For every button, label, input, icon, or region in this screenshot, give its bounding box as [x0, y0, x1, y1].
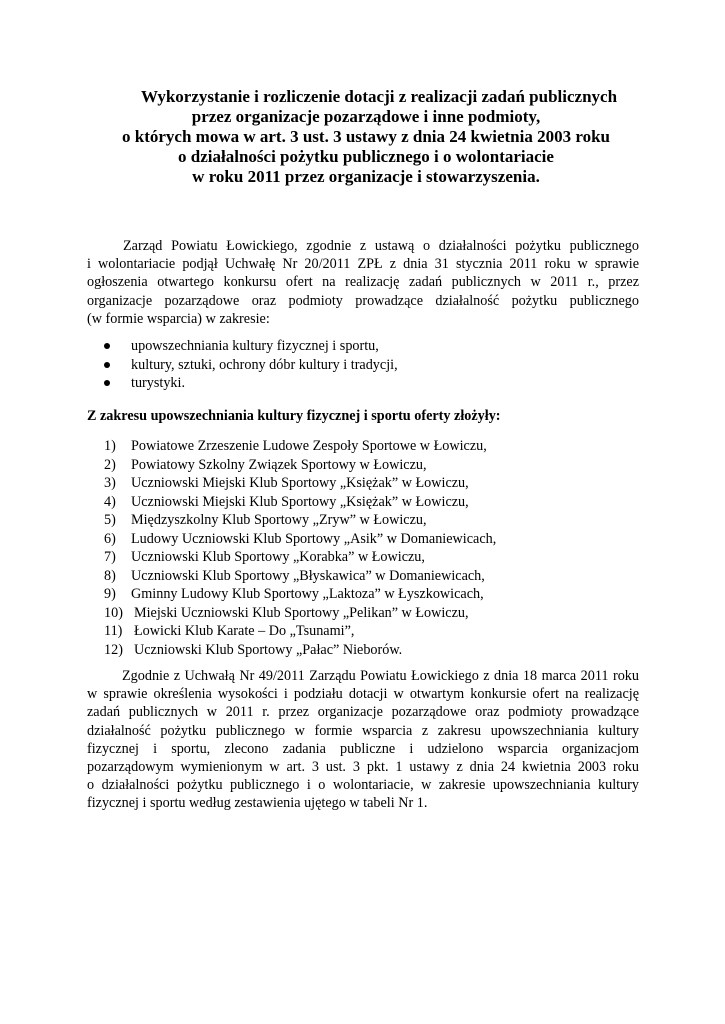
organization-name: Powiatowe Zrzeszenie Ludowe Zespoły Sportowe w Łowiczu,	[131, 438, 487, 454]
organization-name: Ludowy Uczniowski Klub Sportowy „Asik” w Domaniewicach,	[131, 530, 497, 547]
list-item	[104, 530, 496, 549]
item-number: 5)	[104, 512, 116, 529]
paragraph-line: działalność pożytku publicznego w formie wsparcia z zakresu upowszechniania kultury	[87, 722, 639, 739]
item-number: 1)	[104, 438, 116, 454]
paragraph-line: organizacje pozarządowe oraz podmioty prowadzące działalność pożytku publicznego	[87, 292, 639, 309]
organization-name: Powiatowy Szkolny Związek Sportowy w Łowiczu,	[131, 456, 427, 473]
paragraph-line: zadań publicznych w 2011 r. przez organizacje pozarządowe oraz podmioty prowadzące	[87, 704, 639, 721]
title-line: o działalności pożytku publicznego i o wolontariacie	[178, 147, 554, 166]
list-item	[104, 337, 398, 356]
organization-name: Łowicki Klub Karate – Do „Tsunami”,	[134, 623, 355, 640]
scope-item-text: turystyki.	[131, 375, 185, 391]
item-number: 11)	[104, 623, 123, 640]
scope-list	[104, 337, 398, 393]
organization-name: Uczniowski Klub Sportowy „Błyskawica” w Domaniewicach,	[131, 567, 485, 584]
list-item	[104, 604, 496, 623]
item-number: 10)	[104, 604, 123, 621]
paragraph-line: fizycznej i sportu, zlecono zadania publiczne i udzielono wsparcia organizacjom	[87, 740, 639, 757]
list-item	[104, 374, 398, 393]
paragraph-line: o działalności pożytku publicznego i o wolontariacie, w zakresie upowszechniania kultury	[87, 777, 639, 794]
list-item	[104, 356, 398, 375]
paragraph-line: fizycznej i sportu według zestawienia ujętego w tabeli Nr 1.	[87, 795, 428, 812]
list-item	[104, 548, 496, 567]
item-number: 3)	[104, 475, 116, 492]
title-line: o których mowa w art. 3 ust. 3 ustawy z dnia 24 kwietnia 2003 roku	[122, 127, 610, 146]
paragraph-line: Zarząd Powiatu Łowickiego, zgodnie z ustawą o działalności pożytku publicznego	[123, 238, 639, 254]
organization-name: Gminny Ludowy Klub Sportowy „Laktoza” w Łyszkowicach,	[131, 586, 484, 603]
list-item	[104, 511, 496, 530]
paragraph-line: ogłoszenia otwartego konkursu ofert na realizację zadań publicznych w 2011 r., przez	[87, 274, 639, 291]
paragraph-line: i wolontariacie podjął Uchwałę Nr 20/2011 ZPŁ z dnia 31 stycznia 2011 roku w sprawie	[87, 256, 639, 273]
item-number: 6)	[104, 530, 116, 547]
document-title	[86, 87, 646, 187]
item-number: 7)	[104, 549, 116, 566]
bullet-icon	[104, 362, 110, 368]
organization-name: Uczniowski Klub Sportowy „Korabka” w Łowiczu,	[131, 549, 425, 566]
organization-name: Międzyszkolny Klub Sportowy „Zryw” w Łowiczu,	[131, 512, 427, 529]
list-item	[104, 585, 496, 604]
title-line: Wykorzystanie i rozliczenie dotacji z realizacji zadań publicznych	[140, 87, 618, 106]
list-item	[104, 622, 496, 641]
scope-item-text: upowszechniania kultury fizycznej i sportu,	[131, 338, 379, 354]
item-number: 9)	[104, 586, 116, 603]
item-number: 4)	[104, 493, 116, 510]
intro-paragraph	[87, 237, 639, 328]
organizations-list	[104, 437, 496, 660]
final-paragraph	[87, 667, 639, 813]
title-line: w roku 2011 przez organizacje i stowarzyszenia.	[192, 167, 540, 186]
organization-name: Uczniowski Klub Sportowy „Pałac” Nieborów.	[134, 642, 403, 659]
list-item	[104, 474, 496, 493]
organization-name: Miejski Uczniowski Klub Sportowy „Pelikan” w Łowiczu,	[134, 604, 469, 621]
paragraph-line: Zgodnie z Uchwałą Nr 49/2011 Zarządu Powiatu Łowickiego z dnia 18 marca 2011 roku	[122, 668, 639, 684]
item-number: 12)	[104, 642, 123, 659]
list-item	[104, 437, 496, 456]
list-item	[104, 641, 496, 660]
list-item	[104, 493, 496, 512]
paragraph-line: (w formie wsparcia) w zakresie:	[87, 310, 270, 327]
scope-item-text: kultury, sztuki, ochrony dóbr kultury i tradycji,	[131, 356, 398, 373]
section-heading: Z zakresu upowszechniania kultury fizycznej i sportu oferty złożyły:	[87, 408, 501, 424]
organization-name: Uczniowski Miejski Klub Sportowy „Księżak” w Łowiczu,	[131, 493, 469, 510]
paragraph-line: w sprawie określenia wysokości i podziału dotacji w otwartym konkursie ofert na realizację	[87, 686, 639, 703]
item-number: 2)	[104, 456, 116, 473]
organization-name: Uczniowski Miejski Klub Sportowy „Księżak” w Łowiczu,	[131, 475, 469, 492]
bullet-icon	[104, 380, 110, 386]
paragraph-line: pozarządowym wymienionym w art. 3 ust. 3 pkt. 1 ustawy z dnia 24 kwietnia 2003 roku	[87, 759, 639, 776]
item-number: 8)	[104, 567, 116, 584]
list-item	[104, 456, 496, 475]
bullet-icon	[104, 343, 110, 349]
list-item	[104, 567, 496, 586]
title-line: przez organizacje pozarządowe i inne podmioty,	[191, 107, 541, 126]
